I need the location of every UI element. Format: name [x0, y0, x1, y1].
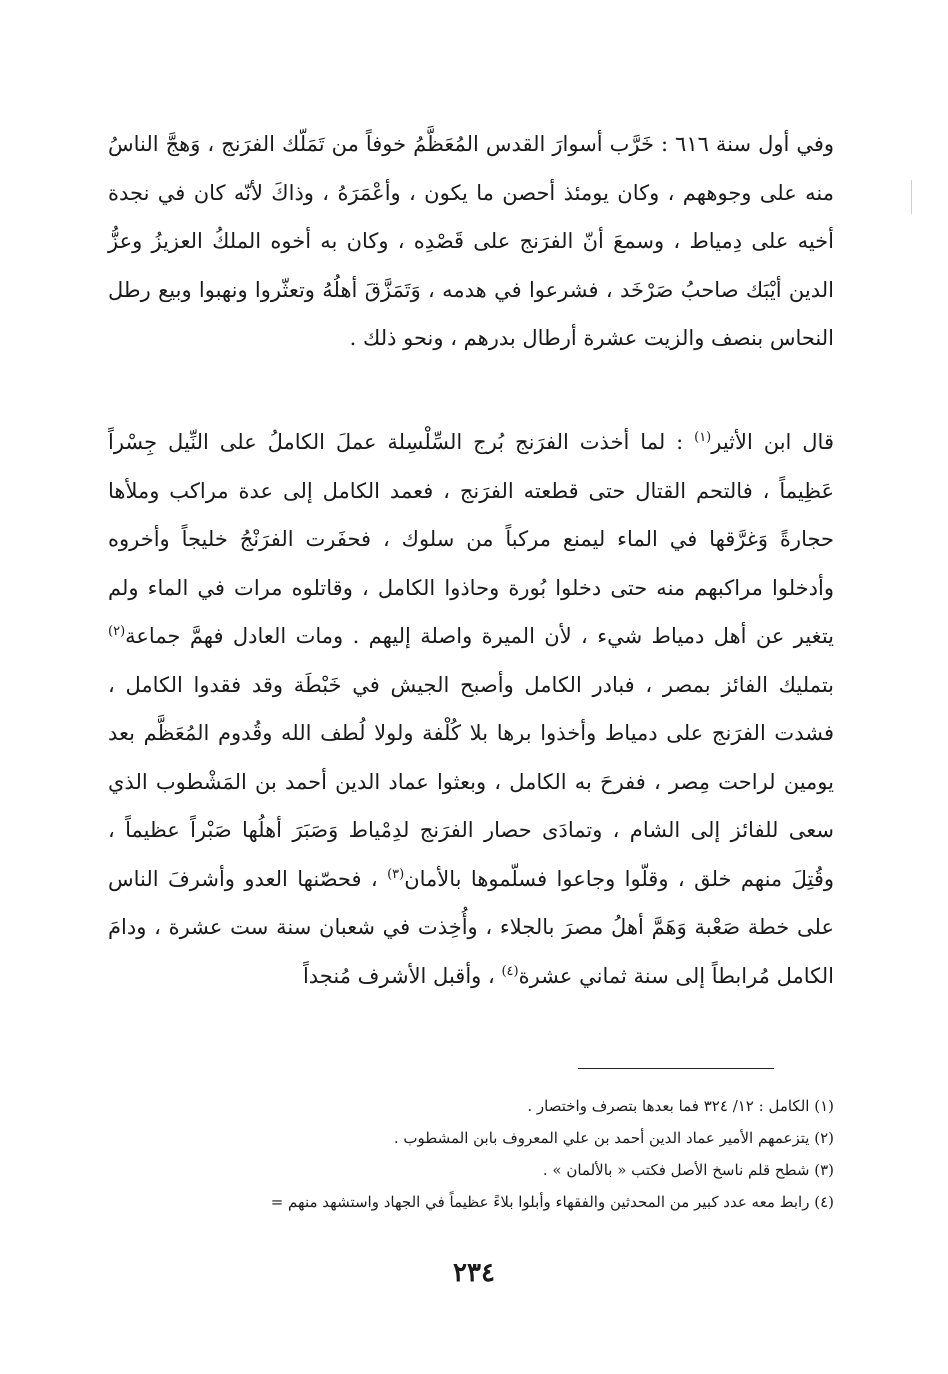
paragraph-2-text-5: ، وأقبل الأشرف مُنجداً — [302, 963, 502, 988]
footnote-ref-2: (٢) — [108, 624, 126, 639]
footnote-separator — [578, 1068, 774, 1069]
paragraph-2-text-4: ، فحصّنها العدو وأشرفَ الناس على خطة صَعْبة وَهَمَّ أهلُ مصرَ بالجلاء ، وأُخِذت في شعبان سنة ست عشرة ، ودامَ الكامل مُرابطاً إلى سنة ثماني عشرة — [108, 866, 834, 988]
paragraph-1: وفي أول سنة ٦١٦ : خَرَّب أسوارَ القدس المُعَظَّمُ خوفاً من تَمَلّك الفرَنج ، وَهجَّ الناسُ منه على وجوههم ، وكان يومئذ أحصن ما يكون ، وأعْمَرَهُ ، وذاكَ لأنّه كان في نجدة أخيه على دِمياط ، وسمعَ أنّ الفرَنج على قَصْدِه ، وكان به أخوه الملكُ العزيزُ وعزُّ الدين أيْبَك صاحبُ صَرْخَد ، فشرعوا في هدمه ، وَتَمَزَّقَ أهلُهُ وتعثّروا ونهبوا وبيع رطل النحاس بنصف والزيت عشرة أرطال بدرهم ، ونحو ذلك . — [108, 132, 835, 350]
footnote-1: (١) الكامل : ١٢/ ٣٢٤ فما بعدها بتصرف واختصار . — [527, 1097, 834, 1115]
paragraph-2-text-2: : لما أخذت الفرَنج بُرج السِّلْسِلة عملَ الكاملُ على النِّيل جِسْراً عَظِيماً ، فالتحم القتال حتى قطعته الفرَنج ، فعمد الكامل إلى عدة مراكب وملأها حجارةً وَغرَّقها في الماء ليمنع مركباً من سلوك ، فحفَرت الفرَنْجُ خليجاً وأخروه وأدخلوا مراكبهم منه حتى دخلوا بُورة وحاذوا الكامل ، وقاتلوه مرات في الماء ولم يتغير عن أهل دمياط شيء ، لأن الميرة واصلة إليهم . ومات العادل فهمَّ جماعة — [108, 430, 834, 648]
page-number: ٢٣٤ — [453, 1258, 495, 1288]
footnote-ref-3: (٣) — [387, 866, 405, 882]
footnote-4: (٤) رابط معه عدد كبير من المحدثين والفقهاء وأبلوا بلاءً عظيماً في الجهاد واستشهد منهم = — [270, 1193, 834, 1211]
footnote-ref-1: (١) — [694, 430, 712, 445]
footnote-2: (٢) يتزعمهم الأمير عماد الدين أحمد بن علي المعروف بابن المشطوب . — [393, 1129, 834, 1147]
paragraph-2 — [108, 418, 834, 1000]
footnote-ref-4: (٤) — [501, 963, 519, 979]
paragraph-2-text-3: بتمليك الفائز بمصر ، فبادر الكامل وأصبح الجيش في خَبْطَة وقد فقدوا الكامل ، فشدت الفرَنج على دمياط وأخذوا برها بلا كُلْفة ولولا لُطف الله وقُدوم المُعَظَّم بعد يومين لراحت مِصر ، ففرحَ به الكامل ، وبعثوا عماد الدين أحمد بن المَشْطوب الذي سعى للفائز إلى الشام ، وتمادَى حصار الفرَنج لدِمْياط وَصَبَرَ أهلُها صَبْراً عظيماً ، وقُتِلَ منهم خلق ، وقلّوا وجاعوا فسلّموها بالأمان — [108, 672, 834, 891]
paragraph-2-text-1: قال ابن الأثير — [711, 430, 834, 454]
footnote-3: (٣) شطح قلم ناسخ الأصل فكتب « بالألمان » . — [542, 1161, 834, 1179]
margin-mark — [911, 180, 912, 214]
footnotes — [108, 1090, 834, 1218]
